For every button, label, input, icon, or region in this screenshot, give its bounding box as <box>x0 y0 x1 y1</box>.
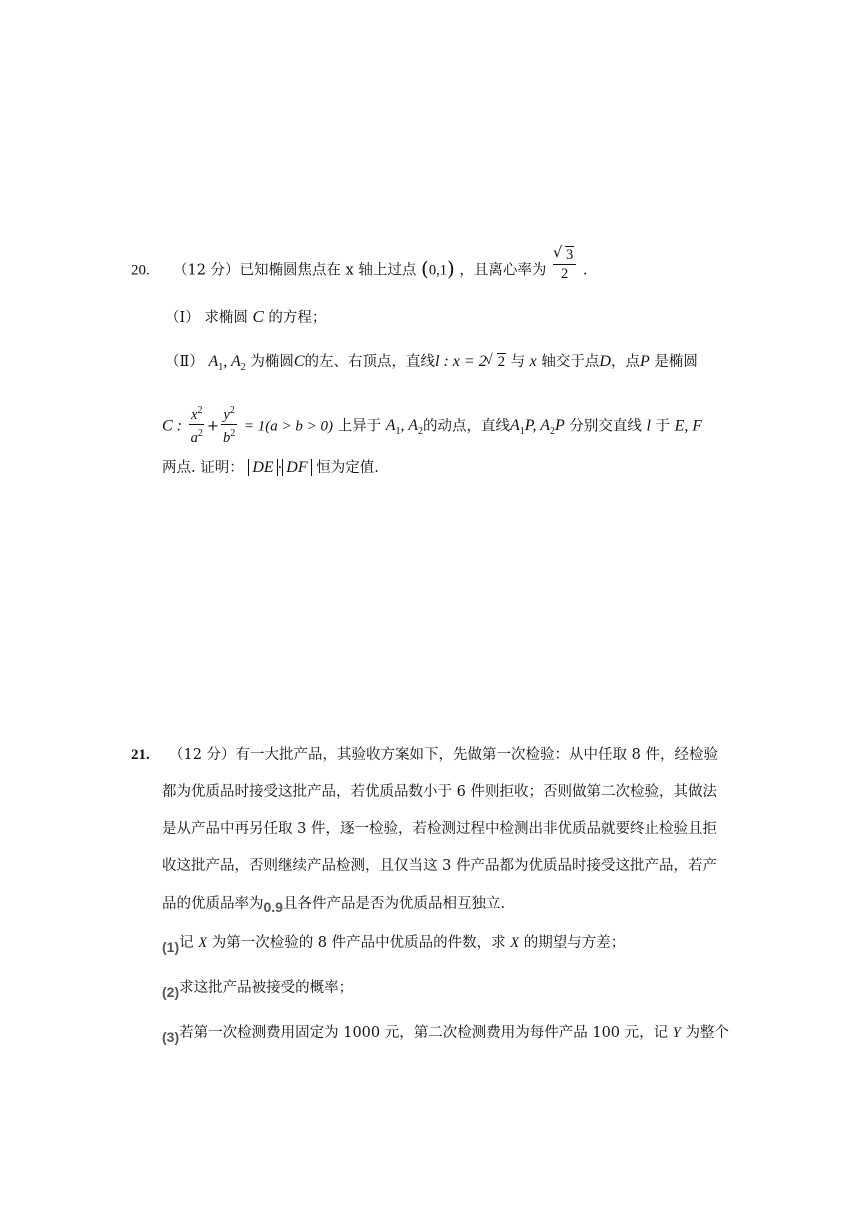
sub-question-marker: (2) <box>162 984 180 1000</box>
q21-sub-2: (2)求这批产品被接受的概率； <box>162 980 354 1000</box>
quality-rate-value: 0.9 <box>263 899 283 915</box>
q21-sub-1: (1)记 X 为第一次检验的 8 件产品中优质品的件数，求 X 的期望与方差； <box>162 935 626 955</box>
question-number: 21. <box>131 747 150 763</box>
q21-line-5: 品的优质品率为0.9且各件产品是否为优质品相互独立. <box>162 896 506 915</box>
ellipse-term-y: $\frac{y^2}{b^2}$ <box>221 402 237 447</box>
part-label: （Ⅱ） <box>165 354 204 370</box>
q20-part1: （Ⅰ） 求椭圆 C 的方程； <box>165 307 327 326</box>
q21-line-1: 21. （12 分）有一大批产品，其验收方案如下，先做第一次检验：从中任取 8 件，经检验 <box>131 747 718 763</box>
q21-line-3: 是从产品中再另任取 3 件，逐一检验，若检测过程中检测出非优质品就要终止检验且拒 <box>162 821 717 837</box>
q20-part2-line-3: 两点. 证明： DE · DF 恒为定值. <box>162 459 379 476</box>
q20-point: 0,1 <box>428 262 447 279</box>
sqrt-symbol: √ 3 <box>555 246 574 264</box>
q21-sub-3: (3)若第一次检测费用固定为 1000 元，第二次检测费用为每件产品 100 元，记 Y 为整个 <box>162 1025 729 1045</box>
sub-question-marker: (3) <box>162 1029 180 1045</box>
q20-part2-line-1: （Ⅱ） $A_1$, $A_2$ 为椭圆C的左、右顶点，直线l : x = 2√ 2 与 x 轴交于点D，点P 是椭圆 <box>165 352 698 378</box>
q20-part2-line-2: C : $\frac{x^2}{a^2}$ + $\frac{y^2}{b^2}$ = 1(a > b > 0) 上异于 $A_1$, $A_2$的动点，直线$A_1P$, $A_2P$ 分别交直线 l 于 E, F <box>162 404 702 449</box>
question-number: 20. <box>131 262 150 279</box>
q20-line-1: 20. （12 分）已知椭圆焦点在 x 轴上过点 (0,1) ，且离心率为 √ $\frac{3}{2}$ . <box>131 252 587 289</box>
part-label: （Ⅰ） <box>165 310 200 326</box>
sub-question-marker: (1) <box>162 939 180 955</box>
q21-line-2: 都为优质品时接受这批产品，若优质品数小于 6 件则拒收；否则做第二次检验，其做法 <box>162 784 717 800</box>
q21-line-4: 收这批产品，否则继续产品检测，且仅当这 3 件产品都为优质品时接受这批产品，若产 <box>162 858 717 874</box>
q20-stem-b: ，且离心率为 <box>459 262 547 279</box>
eccentricity-fraction: √ $\frac{3}{2}$ <box>553 246 576 283</box>
q20-stem-a: （12 分）已知椭圆焦点在 x 轴上过点 <box>172 262 417 279</box>
ellipse-term-x: $\frac{x^2}{a^2}$ <box>189 402 205 447</box>
